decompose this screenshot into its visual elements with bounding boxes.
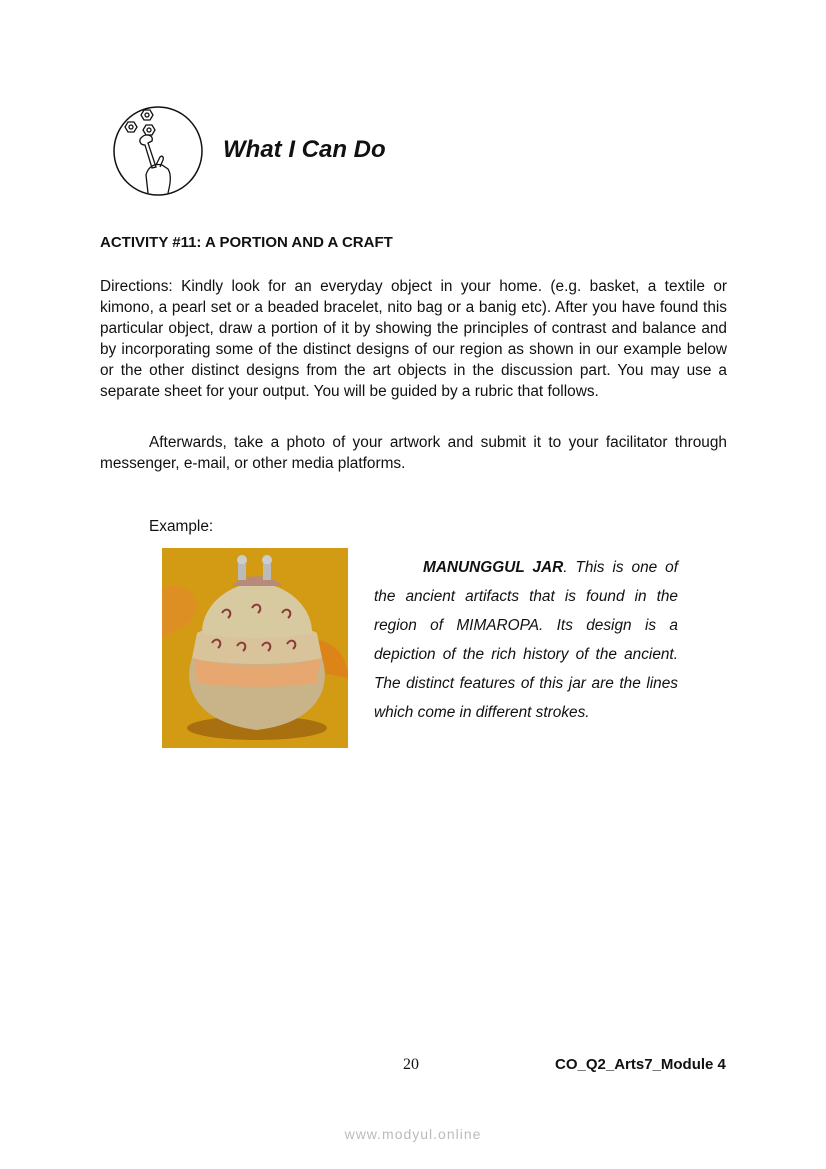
module-code: CO_Q2_Arts7_Module 4 bbox=[555, 1056, 726, 1073]
page-number: 20 bbox=[403, 1056, 419, 1073]
example-label: Example: bbox=[149, 518, 214, 535]
manunggul-jar-image bbox=[162, 548, 348, 748]
wrench-hand-icon bbox=[112, 105, 204, 197]
example-description bbox=[374, 553, 678, 727]
section-title: What I Can Do bbox=[223, 136, 386, 163]
example-text: . This is one of the ancient artifacts that is found in the region of MIMAROPA. Its design is a depiction of the rich history of the ancient. The distinct features of this jar are the lines which come in different strokes. bbox=[374, 559, 678, 721]
directions-paragraph: Directions: Kindly look for an everyday object in your home. (e.g. basket, a textile or kimono, a pearl set or a beaded bracelet, nito bag or a banig etc). After you have found this particular object, draw a portion of it by showing the principles of contrast and balance and by incorporating some of the distinct designs of our region as shown in our example below or the other distinct designs from the art objects in the discussion part. You may use a separate sheet for your output. You will be guided by a rubric that follows. bbox=[100, 278, 727, 400]
example-name: MANUNGGUL JAR bbox=[423, 559, 564, 576]
afterwards-paragraph: Afterwards, take a photo of your artwork and submit it to your facilitator through messenger, e-mail, or other media platforms. bbox=[100, 434, 727, 472]
activity-title: ACTIVITY #11: A PORTION AND A CRAFT bbox=[100, 234, 393, 251]
watermark: www.modyul.online bbox=[344, 1126, 482, 1142]
